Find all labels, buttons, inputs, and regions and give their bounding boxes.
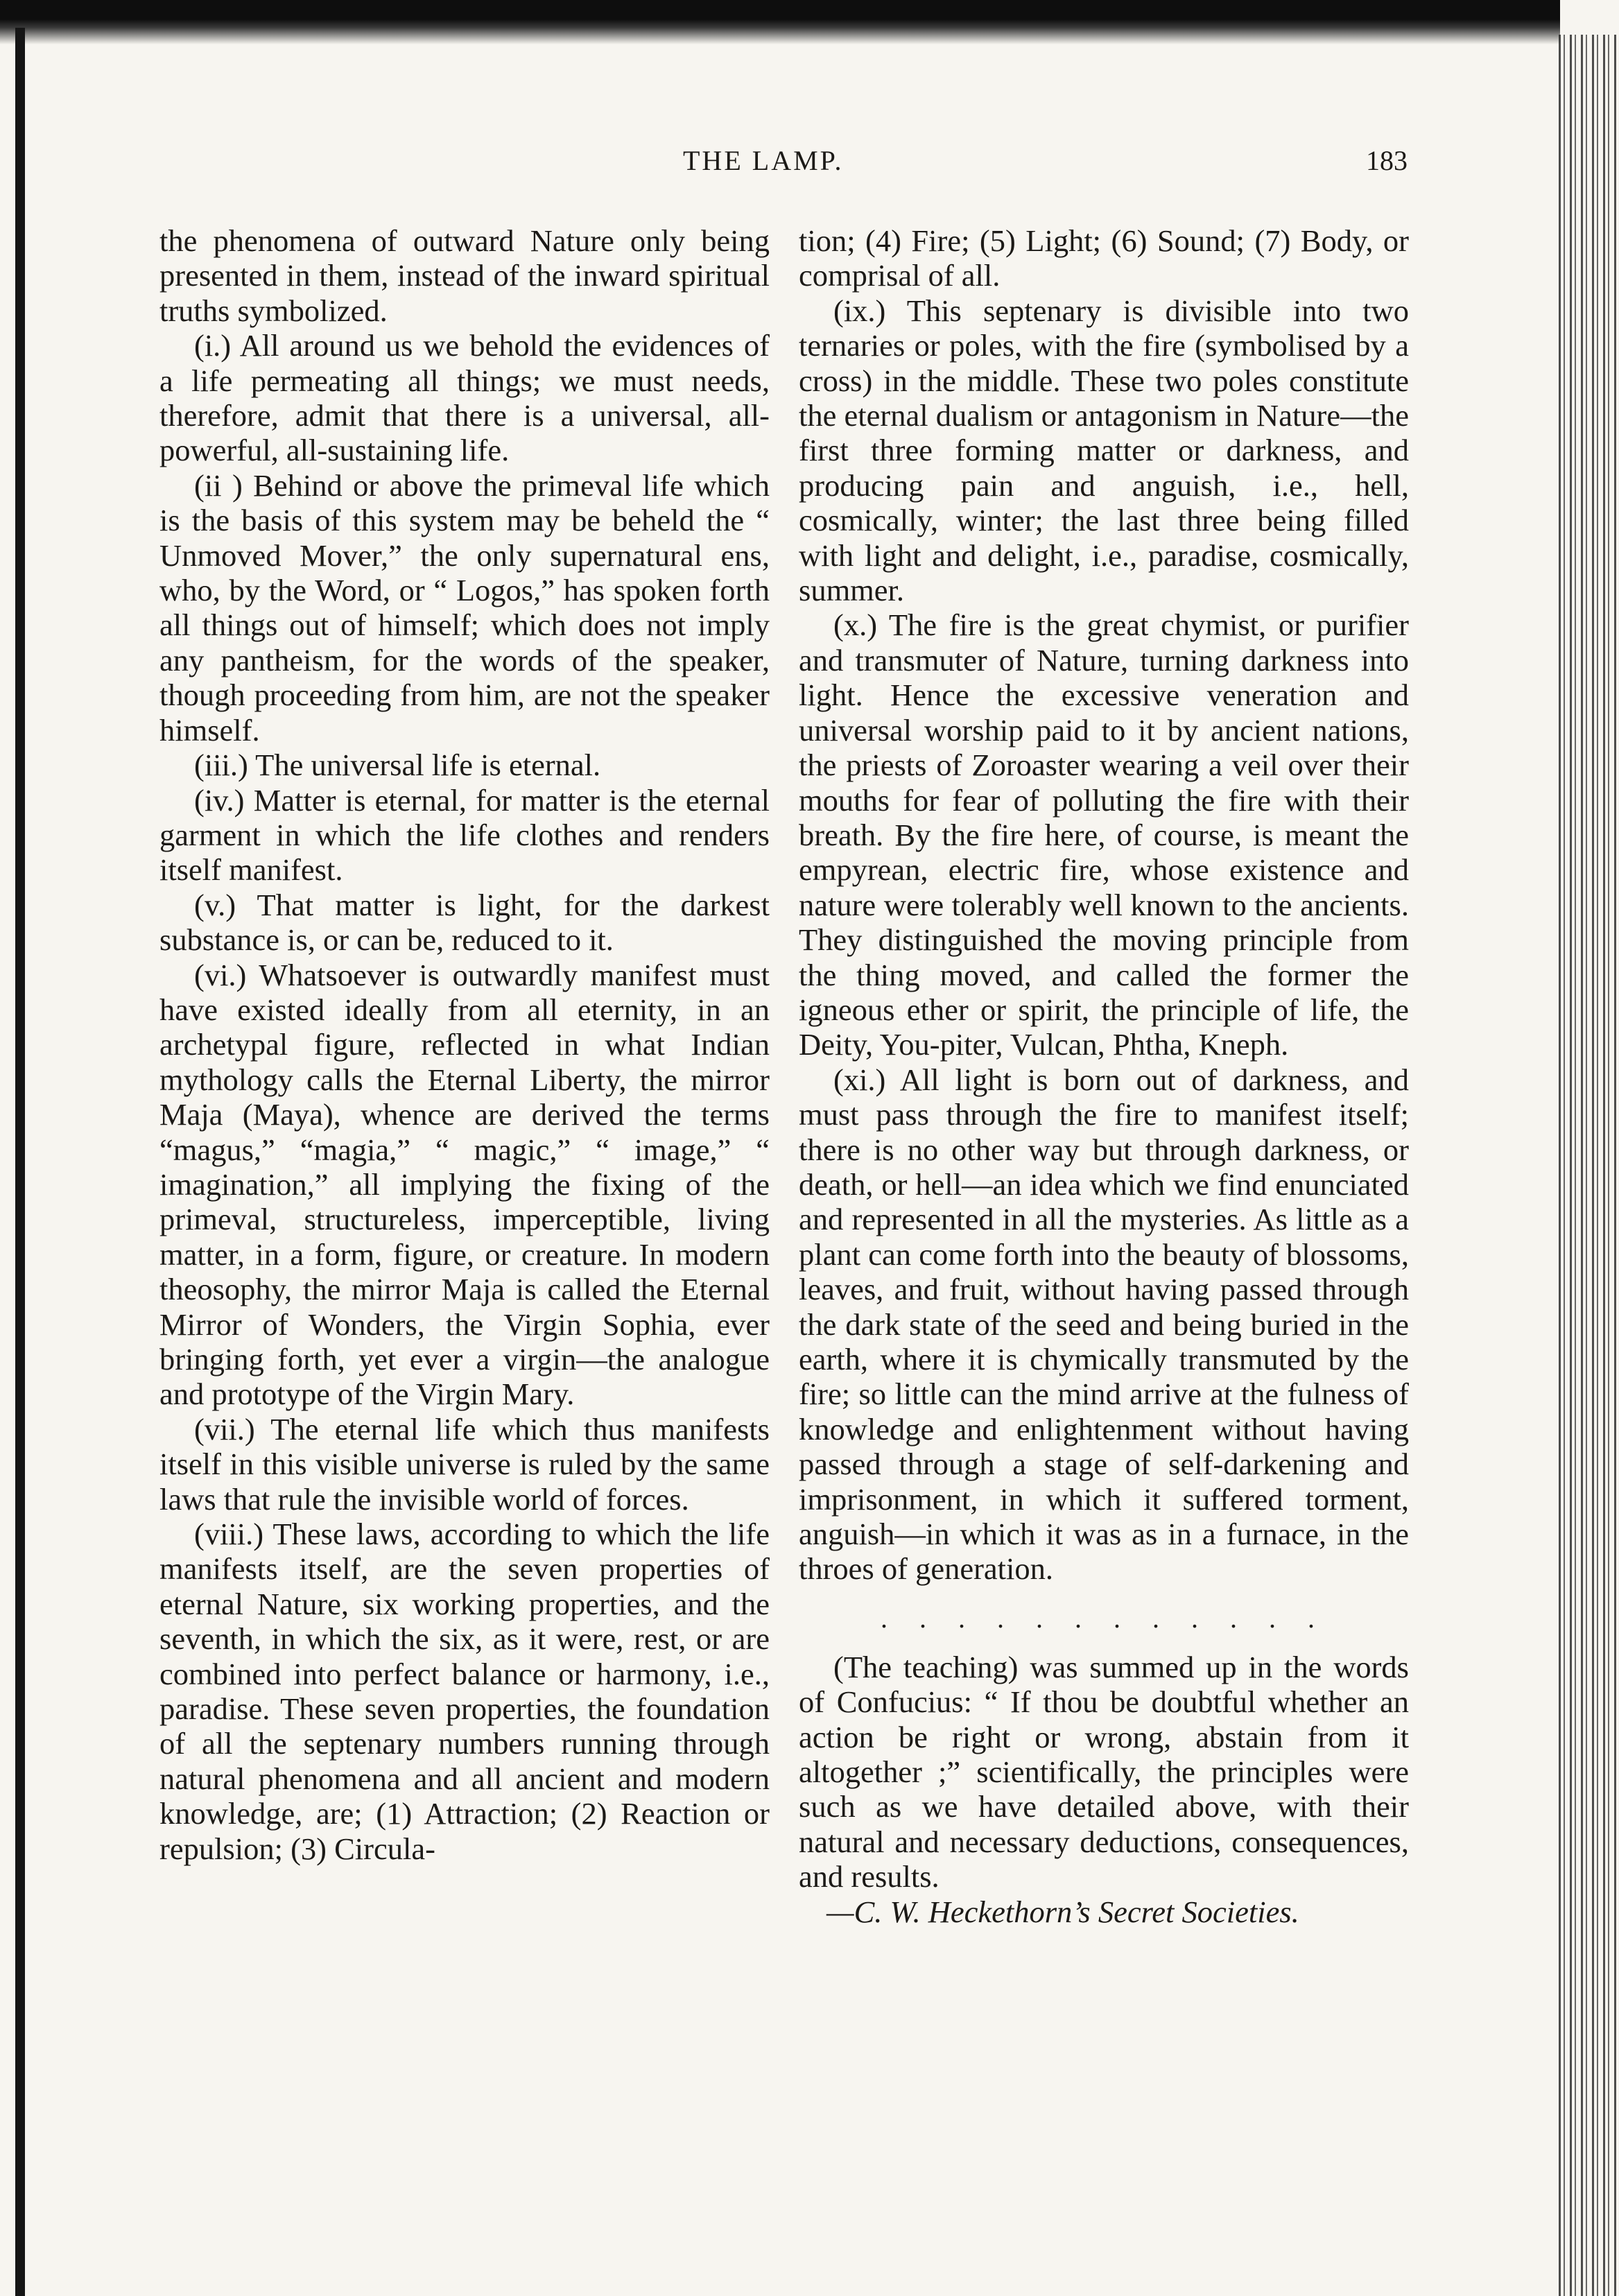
left-text-column xyxy=(159,223,770,1866)
page-edge-shadow xyxy=(1559,35,1619,2296)
paragraph: (xi.) All light is born out of darkness, and must pass through the fire to manifest itself; there is no other way but through darkness, or death, or hell—an idea which we find enunciated and represented in all the mysteries. As little as a plant can come forth into the beauty of blossoms, leaves, and fruit, without having passed through the dark state of the seed and being buried in the earth, where it is chymically transmuted by the fire; so little can the mind arrive at the fulness of knowledge and enlightenment without having passed through a stage of self-darkening and imprisonment, in which it suffered torment, anguish—in which it was as in a furnace, in the throes of generation. xyxy=(799,1062,1409,1587)
top-border-rule xyxy=(0,0,1560,44)
paragraph: (The teaching) was summed up in the words of Confucius: “ If thou be doubtful whether an action be right or wrong, abstain from it altogether ;” scientifically, the principles were such as we have detailed above, with their natural and necessary deductions, consequences, and results. xyxy=(799,1649,1409,1894)
paragraph: (ix.) This septenary is divisible into two ternaries or poles, with the fire (symbolised by a cross) in the middle. These two poles constitute the eternal dualism or antagonism in Nature—the first three forming matter or darkness, and producing pain and anguish, i.e., hell, cosmically, winter; the last three being filled with light and delight, i.e., paradise, cosmically, summer. xyxy=(799,293,1409,608)
paragraph: (ii ) Behind or above the primeval life which is the basis of this system may be beheld the “ Unmoved Mover,” the only supernatural ens, who, by the Word, or “ Logos,” has spoken forth all things out of himself; which does not imply any pantheism, for the words of the speaker, though proceeding from him, are not the speaker himself. xyxy=(159,467,770,748)
paragraph: (i.) All around us we behold the evidences of a life permeating all things; we must needs, therefore, admit that there is a universal, all-powerful, all-sustaining life. xyxy=(159,328,770,468)
left-border-rule xyxy=(15,28,25,2296)
source-attribution: —C. W. Heckethorn’s Secret Societies. xyxy=(826,1894,1299,1929)
paragraph: (viii.) These laws, according to which the life manifests itself, are the seven properties of eternal Nature, six working properties, and the seventh, in which the six, as it were, rest, or are combined into perfect balance or harmony, i.e., paradise. These seven properties, the foundation of all the septenary numbers running through natural phenomena and all ancient and modern knowledge, are; (1) Attraction; (2) Reaction or repulsion; (3) Circula- xyxy=(159,1517,770,1866)
running-title: THE LAMP. xyxy=(683,145,844,176)
paragraph: (iv.) Matter is eternal, for matter is the eternal garment in which the life clothes and renders itself manifest. xyxy=(159,782,770,888)
running-header xyxy=(159,144,1408,193)
paragraph: (x.) The fire is the great chymist, or purifier and transmuter of Nature, turning darkness into light. Hence the excessive veneration and universal worship paid to it by ancient nations, the priests of Zoroaster wearing a veil over their mouths for fear of polluting the fire with their breath. By the fire here, of course, is meant the empyrean, electric fire, whose existence and nature were tolerably well known to the ancients. They distinguished the moving principle from the thing moved, and called the former the igneous ether or spirit, the principle of life, the Deity, You-piter, Vulcan, Phtha, Kneph. xyxy=(799,607,1409,1062)
paragraph: (v.) That matter is light, for the darkest substance is, or can be, reduced to it. xyxy=(159,887,770,958)
paragraph: (vi.) Whatsoever is outwardly manifest must have existed ideally from all eternity, in an archetypal figure, reflected in what Indian mythology calls the Eternal Liberty, the mirror Maja (Maya), whence are derived the terms “magus,” “magia,” “ magic,” “ image,” “ imagination,” all implying the fixing of the primeval, structureless, imperceptible, living matter, in a form, figure, or creature. In modern theosophy, the mirror Maja is called the Eternal Mirror of Wonders, the Virgin Sophia, ever bringing forth, yet ever a virgin—the analogue and prototype of the Virgin Mary. xyxy=(159,957,770,1412)
paragraph: (vii.) The eternal life which thus manifests itself in this visible universe is ruled by the same laws that rule the invisible world of forces. xyxy=(159,1411,770,1517)
page-number: 183 xyxy=(1366,145,1408,176)
paragraph: (iii.) The universal life is eternal. xyxy=(194,748,601,783)
section-break-dots: . . . . . . . . . . . . xyxy=(881,1602,1327,1634)
right-text-column xyxy=(799,223,1409,1929)
paragraph: tion; (4) Fire; (5) Light; (6) Sound; (7) Body, or comprisal of all. xyxy=(799,223,1409,293)
paragraph: the phenomena of outward Nature only being presented in them, instead of the inward spiritual truths symbolized. xyxy=(159,223,770,328)
